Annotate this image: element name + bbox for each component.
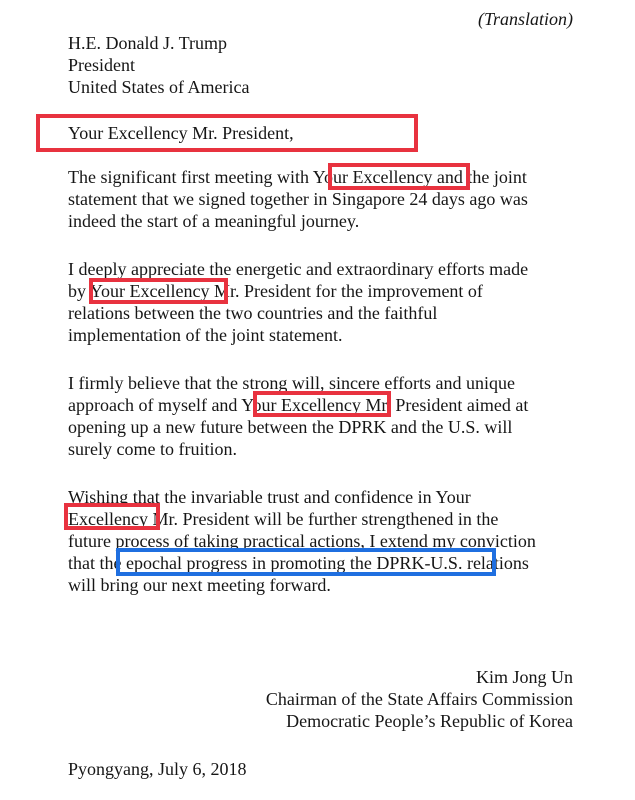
paragraph-2-line-3: relations between the two countries and the faithful: [68, 303, 438, 323]
translation-note: (Translation): [477, 9, 573, 29]
highlight-box-your-excellency-3: [253, 391, 391, 417]
highlight-box-excellency-4: [64, 503, 160, 530]
highlight-box-your-excellency-1: [328, 163, 470, 190]
recipient-name: H.E. Donald J. Trump: [68, 33, 228, 53]
paragraph-1-line-1: The significant first meeting with Your Excellency and the joint: [68, 167, 527, 187]
signature-country: Democratic People’s Republic of Korea: [286, 711, 573, 731]
paragraph-1-line-3: indeed the start of a meaningful journey.: [68, 211, 360, 231]
paragraph-2-line-4: implementation of the joint statement.: [68, 325, 343, 345]
paragraph-2-line-1: I deeply appreciate the energetic and extraordinary efforts made: [68, 259, 529, 279]
paragraph-3-line-3: opening up a new future between the DPRK and the U.S. will: [68, 417, 513, 437]
paragraph-3-line-2: approach of myself and Your Excellency Mr. President aimed at: [68, 395, 529, 415]
place-date: Pyongyang, July 6, 2018: [68, 759, 247, 779]
highlight-box-salutation: [36, 114, 418, 152]
paragraph-1-line-2: statement that we signed together in Singapore 24 days ago was: [68, 189, 528, 209]
signature-title: Chairman of the State Affairs Commission: [265, 689, 573, 709]
highlight-box-your-excellency-2: [89, 278, 228, 304]
paragraph-4-line-3: future process of taking practical actions, I extend my conviction: [68, 531, 536, 551]
signature-name: Kim Jong Un: [475, 667, 573, 687]
paragraph-3-line-4: surely come to fruition.: [68, 439, 237, 459]
paragraph-3-line-1: I firmly believe that the strong will, sincere efforts and unique: [68, 373, 516, 393]
paragraph-4-line-2: Excellency Mr. President will be further strengthened in the: [68, 509, 499, 529]
recipient-title: President: [68, 55, 135, 75]
paragraph-4-line-5: will bring our next meeting forward.: [68, 575, 331, 595]
highlight-box-epochal-progress: [116, 548, 496, 576]
paragraph-4-line-4: that the epochal progress in promoting the DPRK-U.S. relations: [68, 553, 529, 573]
recipient-country: United States of America: [68, 77, 250, 97]
paragraph-2-line-2: by Your Excellency Mr. President for the improvement of: [68, 281, 483, 301]
paragraph-4-line-1: Wishing that the invariable trust and confidence in Your: [68, 487, 471, 507]
salutation: Your Excellency Mr. President,: [68, 123, 294, 143]
